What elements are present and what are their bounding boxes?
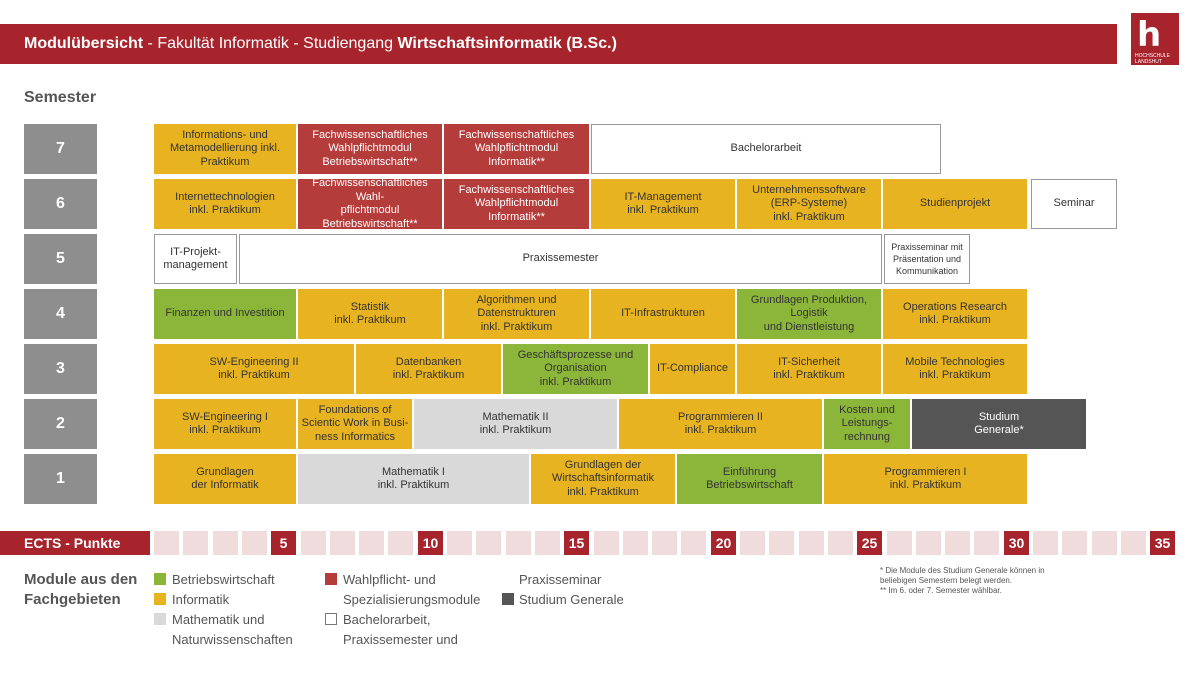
ects-cell <box>213 531 238 555</box>
module-scientific-work: Foundations of Scientic Work in Busi- ness Informatics <box>298 399 412 449</box>
legend-label-white: Bachelorarbeit, Praxissemester und <box>343 612 458 647</box>
ects-mark: 25 <box>857 531 882 555</box>
legend-label-inf: Informatik <box>172 592 230 607</box>
module-studium-generale: Studium Generale* <box>912 399 1086 449</box>
module-programmieren-2: Programmieren II inkl. Praktikum <box>619 399 822 449</box>
module-it-projektmanagement: IT-Projekt- management <box>154 234 237 284</box>
module-algorithmen: Algorithmen und Datenstrukturen inkl. Praktikum <box>444 289 589 339</box>
ects-cell <box>594 531 619 555</box>
logo-mark: h <box>1137 15 1162 55</box>
semester-7-label: 7 <box>24 124 97 174</box>
footnotes: * Die Module des Studium Generale können in beliebigen Semestern belegt werden. ** Im 6. oder 7. Semester wählbar. <box>880 566 1045 595</box>
module-mobile-technologies: Mobile Technologies inkl. Praktikum <box>883 344 1027 394</box>
module-studienprojekt: Studienprojekt <box>883 179 1027 229</box>
ects-cell <box>1092 531 1117 555</box>
module-it-management: IT-Management inkl. Praktikum <box>591 179 735 229</box>
module-praxissemester: Praxissemester <box>239 234 882 284</box>
module-it-infrastrukturen: IT-Infrastrukturen <box>591 289 735 339</box>
module-produktion-logistik: Grundlagen Produktion, Logistik und Dienstleistung <box>737 289 881 339</box>
module-grundlagen-informatik: Grundlagen der Informatik <box>154 454 296 504</box>
legend-title: Module aus den Fachgebieten <box>24 571 138 608</box>
ects-cell <box>506 531 531 555</box>
module-it-compliance: IT-Compliance <box>650 344 735 394</box>
ects-cell <box>330 531 355 555</box>
module-praxisseminar: Praxisseminar mit Präsentation und Kommunikation <box>884 234 970 284</box>
module-einfuehrung-bwl: Einführung Betriebswirtschaft <box>677 454 822 504</box>
module-mathematik-2: Mathematik II inkl. Praktikum <box>414 399 617 449</box>
ects-cell <box>681 531 706 555</box>
ects-cell <box>301 531 326 555</box>
module-internettechnologien: Internettechnologien inkl. Praktikum <box>154 179 296 229</box>
legend-swatch-bwl <box>154 573 166 585</box>
ects-cell <box>769 531 794 555</box>
ects-mark: 35 <box>1150 531 1175 555</box>
module-informationsmodellierung: Informations- und Metamodellierung inkl. Praktikum <box>154 124 296 174</box>
ects-cell <box>1121 531 1146 555</box>
ects-cell <box>623 531 648 555</box>
ects-mark: 10 <box>418 531 443 555</box>
semester-heading: Semester <box>24 89 97 106</box>
ects-cell <box>388 531 413 555</box>
module-mathematik-1: Mathematik I inkl. Praktikum <box>298 454 529 504</box>
semester-3-label: 3 <box>24 344 97 394</box>
semester-2-label: 2 <box>24 399 97 449</box>
module-sw-engineering-1: SW-Engineering I inkl. Praktikum <box>154 399 296 449</box>
module-statistik: Statistik inkl. Praktikum <box>298 289 442 339</box>
ects-cell <box>1033 531 1058 555</box>
module-kosten-leistung: Kosten und Leistungs- rechnung <box>824 399 910 449</box>
semester-4-label: 4 <box>24 289 97 339</box>
module-wahlpflicht-bwl-s7: Fachwissenschaftliches Wahlpflichtmodul Betriebswirtschaft** <box>298 124 442 174</box>
module-wahlpflicht-bwl-s6: Fachwissenschaftliches Wahl- pflichtmodul Betriebswirtschaft** <box>298 179 442 229</box>
ects-cell <box>1062 531 1087 555</box>
ects-cell <box>945 531 970 555</box>
legend-swatch-wpf <box>325 573 337 585</box>
module-unternehmenssoftware: Unternehmenssoftware (ERP-Systeme) inkl. Praktikum <box>737 179 881 229</box>
module-programmieren-1: Programmieren I inkl. Praktikum <box>824 454 1027 504</box>
module-wahlpflicht-inf-s7: Fachwissenschaftliches Wahlpflichtmodul Informatik** <box>444 124 589 174</box>
ects-mark: 15 <box>564 531 589 555</box>
semester-5-label: 5 <box>24 234 97 284</box>
semester-6-label: 6 <box>24 179 97 229</box>
ects-mark: 20 <box>711 531 736 555</box>
module-geschaeftsprozesse: Geschäftsprozesse und Organisation inkl. Praktikum <box>503 344 648 394</box>
ects-mark: 5 <box>271 531 296 555</box>
ects-cell <box>974 531 999 555</box>
module-finanzen-investition: Finanzen und Investition <box>154 289 296 339</box>
module-operations-research: Operations Research inkl. Praktikum <box>883 289 1027 339</box>
legend-label-praxisseminar: Praxisseminar <box>519 572 602 587</box>
legend-label-mat: Mathematik und Naturwissenschaften <box>172 612 293 647</box>
ects-cell <box>359 531 384 555</box>
legend-swatch-sg <box>502 593 514 605</box>
legend-swatch-mat <box>154 613 166 625</box>
module-datenbanken: Datenbanken inkl. Praktikum <box>356 344 501 394</box>
ects-cell <box>447 531 472 555</box>
legend-label-bwl: Betriebswirtschaft <box>172 572 275 587</box>
ects-cell <box>887 531 912 555</box>
legend-swatch-white <box>325 613 337 625</box>
module-seminar: Seminar <box>1031 179 1117 229</box>
page-title: Modulübersicht - Fakultät Informatik - Studiengang Wirtschaftsinformatik (B.Sc.) <box>24 35 617 52</box>
legend-label-wpf: Wahlpflicht- und Spezialisierungsmodule <box>343 572 481 607</box>
legend-label-sg: Studium Generale <box>519 592 624 607</box>
university-logo <box>1131 13 1179 65</box>
ects-cell <box>183 531 208 555</box>
module-grundlagen-wi: Grundlagen der Wirtschaftsinformatik inkl. Praktikum <box>531 454 675 504</box>
module-wahlpflicht-inf-s6: Fachwissenschaftliches Wahlpflichtmodul Informatik** <box>444 179 589 229</box>
ects-cell <box>154 531 179 555</box>
ects-cell <box>535 531 560 555</box>
header-bar <box>0 24 1117 64</box>
ects-cell <box>740 531 765 555</box>
ects-cell <box>799 531 824 555</box>
ects-cell <box>916 531 941 555</box>
semester-1-label: 1 <box>24 454 97 504</box>
module-it-sicherheit: IT-Sicherheit inkl. Praktikum <box>737 344 881 394</box>
ects-mark: 30 <box>1004 531 1029 555</box>
ects-cell <box>652 531 677 555</box>
ects-cell <box>476 531 501 555</box>
logo-text: HOCHSCHULE LANDSHUT <box>1135 53 1171 65</box>
module-sw-engineering-2: SW-Engineering II inkl. Praktikum <box>154 344 354 394</box>
ects-label: ECTS - Punkte <box>0 531 150 555</box>
legend-swatch-inf <box>154 593 166 605</box>
ects-cell <box>828 531 853 555</box>
ects-cell <box>242 531 267 555</box>
module-bachelorarbeit: Bachelorarbeit <box>591 124 941 174</box>
